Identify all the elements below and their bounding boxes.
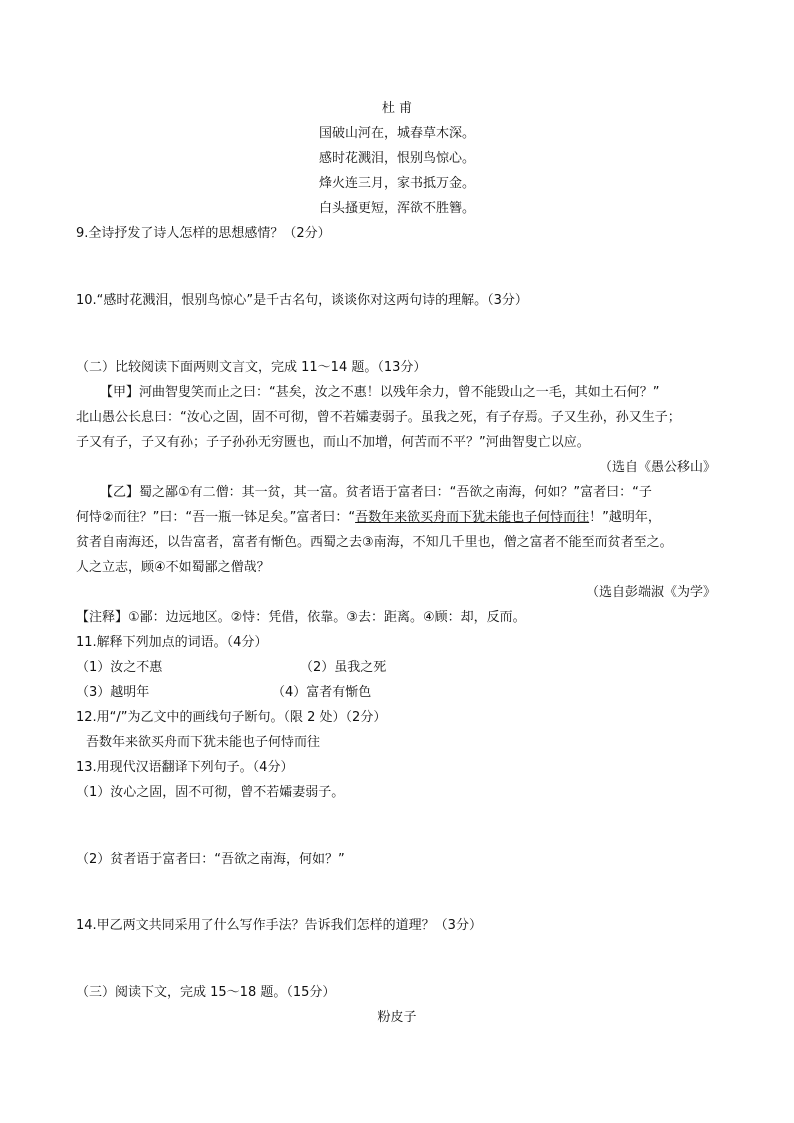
section-2-heading: （二）比较阅读下面两则文言文，完成 11～14 题。（13分） (76, 360, 427, 375)
question-13-sentence-1: （1）汝心之固，固不可彻，曾不若孀妻弱子。 (76, 785, 345, 800)
passage-yi-line-2-post: ！”越明年， (589, 510, 661, 525)
passage-yi-line-2 (76, 511, 661, 524)
section-3-title: 粉皮子 (377, 1010, 417, 1025)
question-11-item-1: （1）汝之不惠 (76, 660, 163, 675)
question-14: 14.甲乙两文共同采用了什么写作手法？告诉我们怎样的道理？（3分） (76, 918, 482, 933)
question-11-item-4: （4）富者有惭色 (272, 685, 372, 700)
question-9: 9.全诗抒发了诗人怎样的思想感情？（2分） (76, 226, 331, 241)
question-11-item-3: （3）越明年 (76, 685, 150, 700)
passage-yi-line-1: 【乙】蜀之鄙①有二僧：其一贫，其一富。贫者语于富者曰：“吾欲之南海，何如？”富者曰：“子 (100, 485, 652, 500)
question-13-title: 13.用现代汉语翻译下列句子。（4分） (76, 760, 294, 775)
passage-yi-source: （选自彭端淑《为学》 (585, 585, 716, 600)
passage-jia-line-1: 【甲】河曲智叟笑而止之曰：“甚矣，汝之不惠！以残年余力，曾不能毁山之一毛，其如土石何？” (100, 385, 660, 400)
passage-jia-source: （选自《愚公移山》 (598, 460, 716, 475)
passage-jia-line-3: 子又有子，子又有孙；子子孙孙无穷匮也，而山不加增，何苦而不平？”河曲智叟亡以应。 (76, 435, 590, 450)
poem-author: 杜 甫 (381, 101, 413, 116)
poem-line-1: 国破山河在，城春草木深。 (318, 126, 475, 141)
question-12-title: 12.用“/”为乙文中的画线句子断句。（限 2 处）（2分） (76, 710, 387, 725)
poem-line-3: 烽火连三月，家书抵万金。 (318, 176, 475, 191)
passage-yi-line-4: 人之立志，顾④不如蜀鄙之僧哉？ (76, 560, 270, 575)
question-11-item-2: （2）虽我之死 (300, 660, 387, 675)
question-10: 10.“感时花溅泪，恨别鸟惊心”是千古名句，谈谈你对这两句诗的理解。（3分） (76, 293, 528, 308)
question-12-sentence: 吾数年来欲买舟而下犹未能也子何恃而往 (86, 735, 321, 750)
underlined-sentence: 吾数年来欲买舟而下犹未能也子何恃而往 (355, 510, 590, 525)
passage-yi-line-3: 贫者自南海还，以告富者，富者有惭色。西蜀之去③南海，不知几千里也，僧之富者不能至而贫者至之。 (76, 535, 673, 550)
annotation-notes: 【注释】①鄙：边远地区。②恃：凭借，依靠。③去：距离。④顾：却，反而。 (76, 610, 526, 625)
section-3-heading: （三）阅读下文，完成 15～18 题。（15分） (76, 985, 336, 1000)
passage-yi-line-2-pre: 何恃②而往？”曰：“吾一瓶一钵足矣。”富者曰：“ (76, 510, 356, 525)
poem-line-2: 感时花溅泪，恨别鸟惊心。 (318, 151, 475, 166)
question-13-sentence-2: （2）贫者语于富者曰：“吾欲之南海，何如？” (76, 852, 345, 867)
question-11-title: 11.解释下列加点的词语。（4分） (76, 635, 268, 650)
poem-line-4: 白头搔更短，浑欲不胜簪。 (318, 201, 475, 216)
passage-jia-line-2: 北山愚公长息曰：“汝心之固，固不可彻，曾不若孀妻弱子。虽我之死，有子存焉。子又生孙，孙又生子； (76, 410, 681, 425)
